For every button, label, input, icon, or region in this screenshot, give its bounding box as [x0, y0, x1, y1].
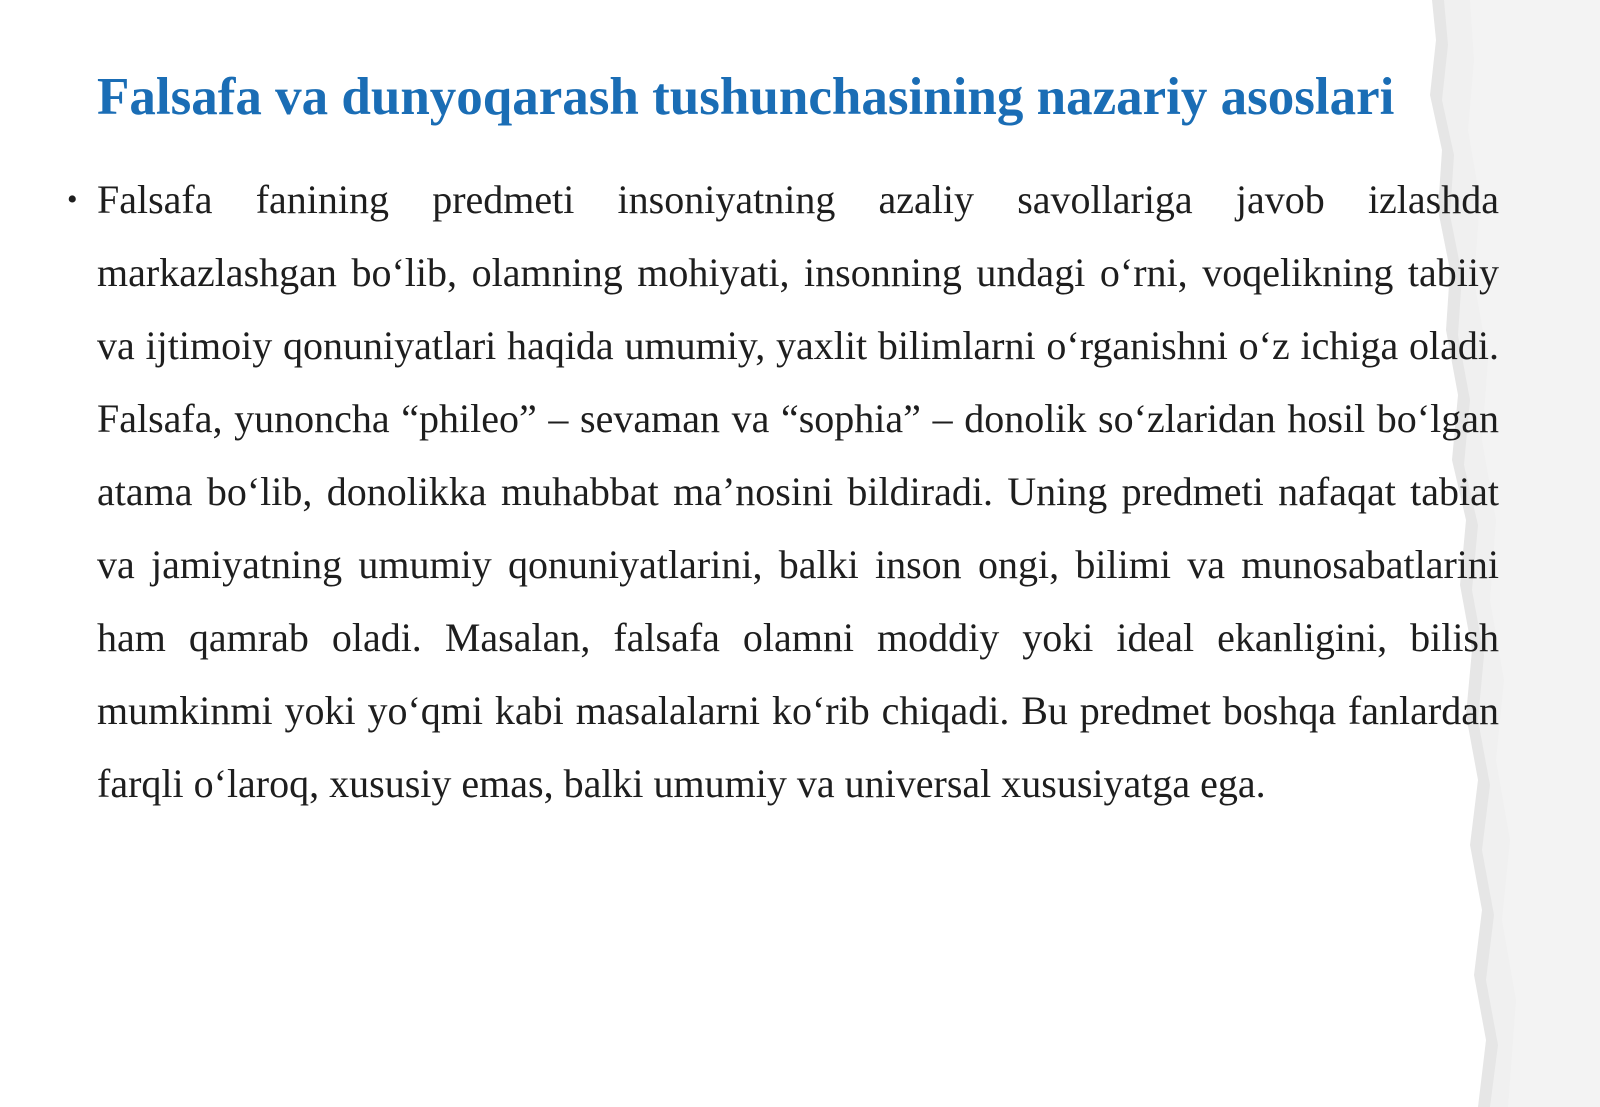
bullet-text: Falsafa fanining predmeti insoniyatning azaliy savollariga javob izlashda markazlashgan bo‘lib, olamning mohiyati, insonning undagi o‘rni, voqelikning tabiiy va ijtimoiy qonuniyatlari haqida umumiy, yaxlit bilimlarni o‘rganishni o‘z ichiga oladi. Falsafa, yunoncha “phileo” – sevaman va “sophia” – donolik so‘zlaridan hosil bo‘lgan atama bo‘lib, donolikka muhabbat ma’nosini bildiradi. Uning predmeti nafaqat tabiat va jamiyatning umumiy qonuniyatlarini, balki inson ongi, bilimi va munosabatlarini ham qamrab oladi. Masalan, falsafa olamni moddiy yoki ideal ekanligini, bilish mumkinmi yoki yo‘qmi kabi masalalarni ko‘rib chiqadi. Bu predmet boshqa fanlardan farqli o‘laroq, xususiy emas, balki umumiy va universal xususiyatga ega. [97, 177, 1499, 806]
bullet-list [67, 163, 1499, 820]
bullet-item [67, 163, 1499, 820]
bullet-marker: • [67, 183, 78, 216]
slide-title: Falsafa va dunyoqarash tushunchasining nazariy asoslari [97, 68, 1395, 126]
